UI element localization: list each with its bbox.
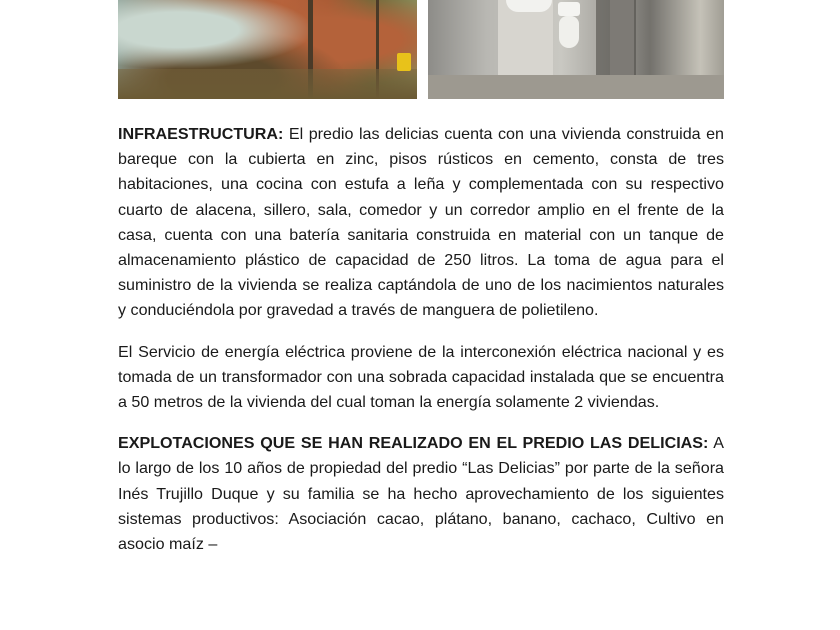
- paragraph-energia: [118, 340, 724, 416]
- floor: [428, 75, 724, 99]
- paragraph-text: A lo largo de los 10 años de propiedad del predio “Las Delicias” por parte de la señora Inés Trujillo Duque y su familia se ha hecho aprovechamiento de los siguientes sistemas productivos: Asociación cacao, plátano, banano, cachaco, Cultivo en asocio maíz –: [118, 434, 724, 554]
- house-exterior-photo: [118, 0, 417, 99]
- document-body: [118, 122, 724, 573]
- sink: [506, 0, 552, 12]
- bathroom-photo: [428, 0, 724, 99]
- ground: [118, 69, 417, 99]
- yellow-container: [397, 53, 411, 71]
- paragraph-text: El predio las delicias cuenta con una vivienda construida en bareque con la cubierta en zinc, pisos rústicos en cemento, consta de tres habitaciones, una cocina con estufa a leña y complementada con su respectivo cuarto de alacena, sillero, sala, comedor y un corredor amplio en el frente de la casa, cuenta con una batería sanitaria construida en material con un tanque de almacenamiento plástico de capacidad de 250 litros. La toma de agua para el suministro de la vivienda se realiza captándola de uno de los nacimientos naturales y conduciéndola por gravedad a través de manguera de polietileno.: [118, 125, 724, 320]
- paragraph-text: El Servicio de energía eléctrica proviene de la interconexión eléctrica nacional y es tomada de un transformador con una sobrada capacidad instalada que se encuentra a 50 metros de la vivienda del cual toman la energía solamente 2 viviendas.: [118, 342, 724, 412]
- paragraph-infraestructura: [118, 122, 724, 324]
- heading-infraestructura: INFRAESTRUCTURA:: [118, 125, 284, 143]
- toilet-tank: [558, 2, 580, 16]
- toilet-bowl: [559, 16, 579, 48]
- heading-explotaciones: EXPLOTACIONES QUE SE HAN REALIZADO EN EL PREDIO LAS DELICIAS:: [118, 434, 709, 453]
- paragraph-explotaciones: [118, 431, 724, 557]
